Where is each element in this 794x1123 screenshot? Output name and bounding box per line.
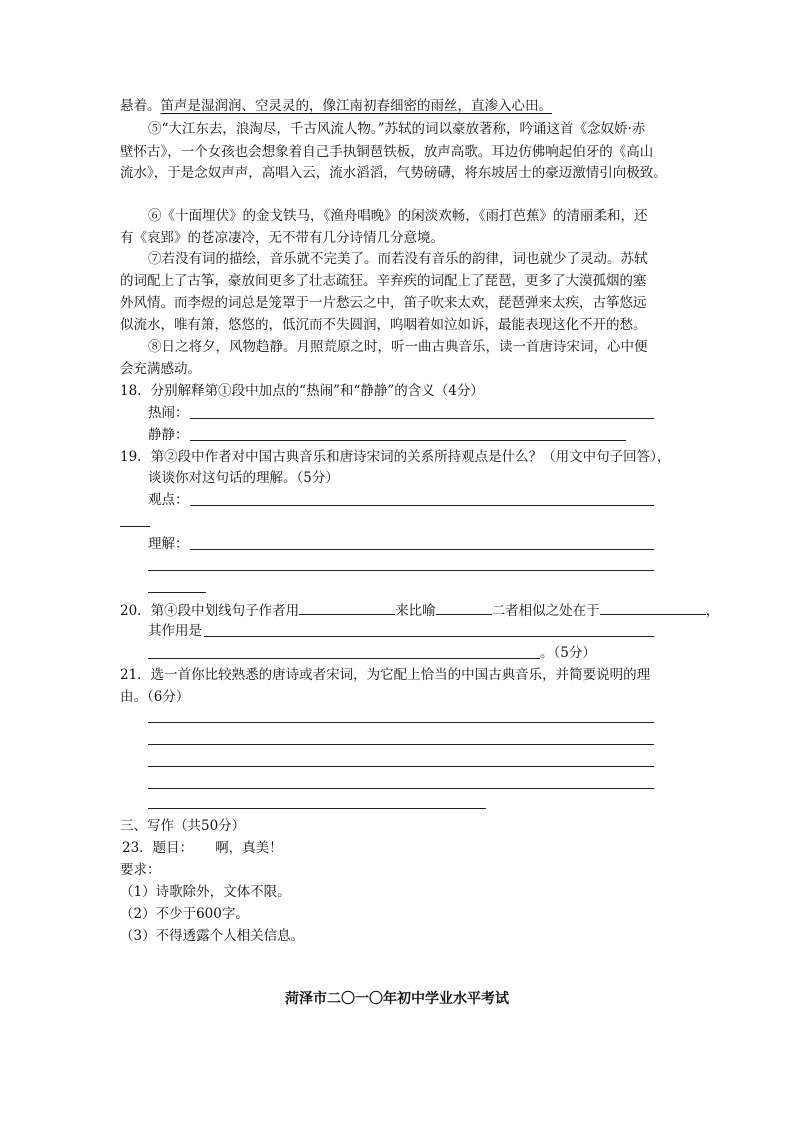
question-20-line1: 20．第④段中划线句子作者用 来比喻 二者相似之处在于 ， (120, 599, 719, 621)
exam-title: 菏泽市二〇一〇年初中学业水平考试 (285, 991, 509, 1007)
question-19-line2: 谈谈你对这句话的理解。（5分） (148, 470, 339, 486)
q21-answer-line-5[interactable] (148, 808, 486, 809)
passage-p8-line1: ⑧日之将夕，风物趋静。月照荒原之时，听一曲古典音乐，读一首唐诗宋词，心中便 (148, 339, 648, 355)
requirements-label: 要求： (120, 862, 161, 878)
q18-label-jingjing: 静静： (148, 427, 189, 443)
passage-p7-line1: ⑦若没有词的描绘，音乐就不完美了。而若没有音乐的韵律，词也就少了灵动。苏轼 (148, 251, 648, 267)
passage-p5-line2: 壁怀古》，一个女孩也会想象着自己手执铜琶铁板，放声高歌。耳边仿佛响起伯牙的《高山 (120, 144, 654, 160)
question-19-line1: 19．第②段中作者对中国古典音乐和唐诗宋词的关系所持观点是什么？（用文中句子回答）， (120, 449, 671, 465)
passage-p5-line3: 流水》，于是念奴声声，高唱入云，流水滔滔，气势磅礴，将东坡居士的豪迈激情引向极致。 (120, 165, 667, 181)
q20-answer-line-effect-2[interactable] (148, 658, 540, 659)
q19-answer-line-understand-1[interactable] (190, 549, 654, 550)
requirement-3: （3）不得透露个人相关信息。 (120, 928, 305, 944)
q19-label-view: 观点： (148, 492, 189, 508)
passage-p7-line2: 的词配上了古筝，豪放间更多了壮志疏狂。辛弃疾的词配上了琵琶，更多了大漠孤烟的塞 (120, 273, 647, 289)
q18-label-renao: 热闹： (148, 405, 189, 421)
q21-answer-line-3[interactable] (148, 766, 654, 767)
essay-title: 啊，真美！ (215, 840, 283, 856)
q21-answer-line-2[interactable] (148, 744, 654, 745)
q19-label-understand: 理解： (148, 536, 189, 552)
q19-answer-line-view[interactable] (190, 505, 654, 506)
underlined-sentence: 笛声是湿润润、空灵灵的，像江南初春细密的雨丝，直渗入心田。 (160, 98, 552, 114)
passage-p4-tail: 悬着。笛声是湿润润、空灵灵的，像江南初春细密的雨丝，直渗入心田。 (120, 98, 552, 114)
q20-blank-similarity[interactable] (600, 599, 706, 615)
question-23: 23．题目： 啊，真美！ (122, 840, 283, 856)
q18-answer-line-renao[interactable] (190, 418, 654, 419)
requirement-2: （2）不少于600字。 (120, 906, 249, 922)
requirement-1: （1）诗歌除外，文体不限。 (120, 884, 291, 900)
passage-p7-line4: 似流水，唯有箫，悠悠的，低沉而不失圆润，呜咽着如泣如诉，最能表现这化不开的愁。 (120, 317, 647, 333)
question-18: 18．分别解释第①段中加点的“热闹”和“静静”的含义（4分） (120, 383, 484, 399)
q20-blank-target[interactable] (436, 599, 492, 615)
q19-answer-line-understand-3[interactable] (148, 592, 206, 593)
q20-blank-metaphor[interactable] (299, 599, 395, 615)
passage-p7-line3: 外风情。而李煜的词总是笼罩于一片愁云之中，笛子吹来太欢，琵琶弹来太疾，古筝悠远 (120, 295, 647, 311)
q19-answer-line-understand-2[interactable] (148, 570, 654, 571)
question-21-line1: 21．选一首你比较熟悉的唐诗或者宋词，为它配上恰当的中国古典音乐，并简要说明的理 (120, 667, 651, 683)
passage-p8-line2: 会充满感动。 (120, 361, 201, 377)
passage-p6-line2: 有《哀郢》的苍凉凄冷，无不带有几分诗情几分意境。 (120, 230, 444, 246)
q21-answer-line-1[interactable] (148, 722, 654, 723)
q20-answer-line-effect-1[interactable] (204, 636, 654, 637)
q21-answer-line-4[interactable] (148, 788, 654, 789)
question-21-line2: 由。（6分） (120, 689, 190, 705)
question-20-line2: 其作用是 (148, 623, 202, 639)
q18-answer-line-jingjing[interactable] (190, 440, 626, 441)
writing-heading: 三、写作（共50分） (120, 818, 246, 834)
q19-answer-line-view-cont[interactable] (120, 526, 150, 527)
passage-p5-line1: ⑤“大江东去，浪淘尽，千古风流人物。”苏轼的词以豪放著称，吟诵这首《念奴娇·赤 (148, 121, 646, 137)
q20-score: 。（5分） (540, 645, 596, 661)
passage-p6-line1: ⑥《十面埋伏》的金戈铁马，《渔舟唱晚》的闲淡欢畅，《雨打芭蕉》的清丽柔和，还 (148, 208, 648, 224)
